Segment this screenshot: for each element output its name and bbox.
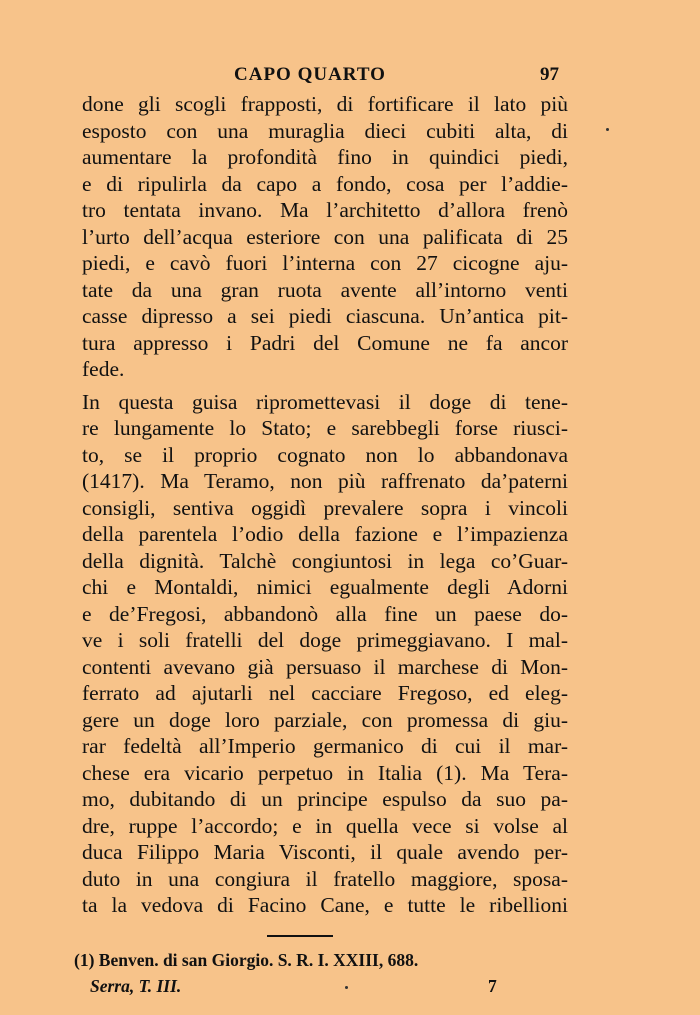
text-line: e di ripulirla da capo a fondo, cosa per l’addie- (82, 171, 568, 196)
text-line: (1417). Ma Teramo, non più raffrenato da’paterni (82, 469, 568, 493)
text-line: to, se il proprio cognato non lo abbandonava (82, 442, 568, 467)
text-line: esposto con una muraglia dieci cubiti alta, di (82, 118, 568, 143)
text-line: tura appresso i Padri del Comune ne fa ancor (82, 330, 568, 355)
text-line: In questa guisa ripromettevasi il doge di tene- (82, 389, 568, 414)
text-line: rar fedeltà all’Imperio germanico di cui il mar- (82, 734, 568, 758)
signature-mark: 7 (488, 976, 497, 996)
text-line: aumentare la profondità fino in quindici piedi, (82, 145, 568, 169)
text-line: dre, ruppe l’accordo; e in quella vece si volse al (82, 813, 568, 838)
text-line: consigli, sentiva oggidì prevalere sopra i vincoli (82, 495, 568, 520)
text-line: done gli scogli frapposti, di fortificare il lato più (82, 92, 568, 116)
text-line: contenti avevano già persuaso il marchese di Mon- (82, 654, 568, 679)
text-line: gere un doge loro parziale, con promessa di giu- (82, 707, 568, 732)
signature-line (90, 976, 510, 1000)
text-line: della parentela l’odio della fazione e l’impazienza (82, 522, 568, 546)
text-line: l’urto dell’acqua esteriore con una palificata di 25 (82, 224, 568, 249)
text-line: tro tentata invano. Ma l’architetto d’allora frenò (82, 198, 568, 222)
printer-signature: Serra, T. III. (90, 976, 182, 996)
ink-speck (606, 128, 609, 131)
text-line: della dignità. Talchè congiuntosi in lega co’Guar- (82, 548, 568, 573)
footnote-rule (267, 935, 333, 937)
ink-speck (345, 986, 348, 989)
footnote: (1) Benven. di san Giorgio. S. R. I. XXIII, 688. (74, 950, 419, 970)
text-line: re lungamente lo Stato; e sarebbegli forse riusci- (82, 416, 568, 440)
running-head: CAPO QUARTO (234, 64, 386, 85)
text-line: e de’Fregosi, abbandonò alla fine un paese do- (82, 601, 568, 626)
text-line: duto in una congiura il fratello maggiore, sposa- (82, 866, 568, 891)
text-line: chese era vicario perpetuo in Italia (1). Ma Tera- (82, 760, 568, 785)
text-line: ta la vedova di Facino Cane, e tutte le ribellioni (82, 893, 568, 917)
text-line: piedi, e cavò fuori l’interna con 27 cicogne aju- (82, 251, 568, 275)
text-line: ve i soli fratelli del doge primeggiavano. I mal- (82, 628, 568, 652)
page-number: 97 (540, 64, 559, 85)
text-line: chi e Montaldi, nimici egualmente degli Adorni (82, 575, 568, 599)
page-header (0, 64, 700, 88)
text-line: ferrato ad ajutarli nel cacciare Fregoso, ed eleg- (82, 681, 568, 705)
body-text (82, 91, 568, 919)
text-line: mo, dubitando di un principe espulso da suo pa- (82, 787, 568, 811)
text-line: duca Filippo Maria Visconti, il quale avendo per- (82, 840, 568, 864)
text-line: tate da una gran ruota avente all’intorno venti (82, 277, 568, 302)
text-line: fede. (82, 357, 125, 381)
text-line: casse dipresso a sei piedi ciascuna. Un’antica pit- (82, 304, 568, 328)
